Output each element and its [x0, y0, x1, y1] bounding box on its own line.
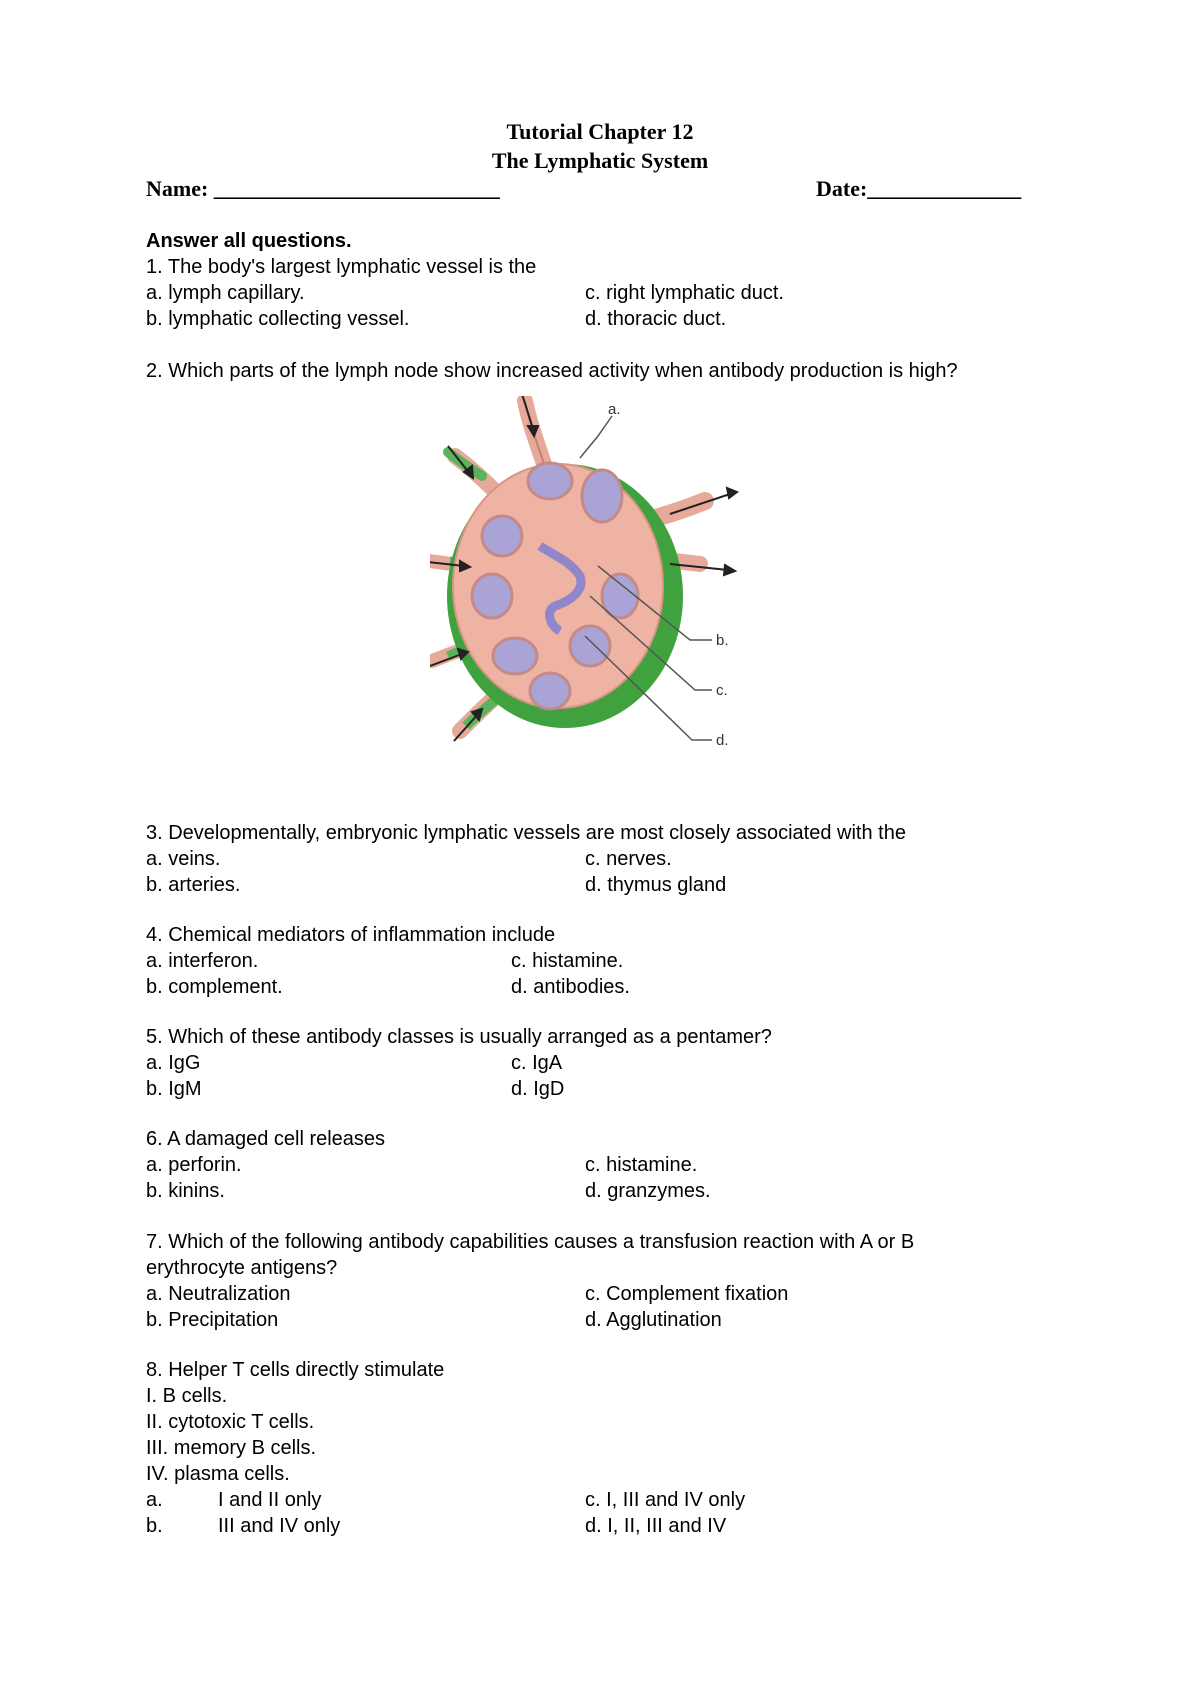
date-field-label: Date:______________ — [816, 176, 1022, 201]
figure-label-d: d. — [716, 732, 729, 749]
q6-option-d: d. granzymes. — [585, 1180, 711, 1202]
q6-option-a: a. perforin. — [146, 1154, 242, 1176]
q8-stem: 8. Helper T cells directly stimulate — [146, 1359, 445, 1381]
name-date-row — [146, 176, 1056, 204]
q8-statement-ii: II. cytotoxic T cells. — [146, 1411, 315, 1433]
q3-stem: 3. Developmentally, embryonic lymphatic vessels are most closely associated with the — [146, 822, 906, 844]
q4-stem: 4. Chemical mediators of inflammation include — [146, 924, 556, 946]
q8-option-d: d. I, II, III and IV — [585, 1515, 727, 1537]
q8-option-a-letter: a. — [146, 1489, 163, 1511]
q1-option-b: b. lymphatic collecting vessel. — [146, 308, 410, 330]
q6-option-b: b. kinins. — [146, 1180, 225, 1202]
lymph-node-figure — [430, 396, 770, 786]
q7-option-d: d. Agglutination — [585, 1309, 722, 1331]
q8-option-b-letter: b. — [146, 1515, 163, 1537]
q5-stem: 5. Which of these antibody classes is usually arranged as a pentamer? — [146, 1026, 772, 1048]
figure-label-b: b. — [716, 632, 729, 649]
q4-option-a: a. interferon. — [146, 950, 259, 972]
q4-option-b: b. complement. — [146, 976, 283, 998]
q5-option-a: a. IgG — [146, 1052, 201, 1074]
lymph-node-diagram — [430, 396, 770, 786]
q1-option-d: d. thoracic duct. — [585, 308, 727, 330]
q8-option-b-text: III and IV only — [218, 1515, 341, 1537]
q5-option-b: b. IgM — [146, 1078, 202, 1100]
q7-stem-line1: 7. Which of the following antibody capabilities causes a transfusion reaction with A or B — [146, 1231, 915, 1253]
q6-option-c: c. histamine. — [585, 1154, 698, 1176]
q7-option-a: a. Neutralization — [146, 1283, 291, 1305]
q8-statement-i: I. B cells. — [146, 1385, 228, 1407]
q4-option-d: d. antibodies. — [511, 976, 630, 998]
q7-stem-line2: erythrocyte antigens? — [146, 1257, 338, 1279]
q1-option-a: a. lymph capillary. — [146, 282, 305, 304]
q8-statement-iii: III. memory B cells. — [146, 1437, 317, 1459]
q2-stem: 2. Which parts of the lymph node show increased activity when antibody production is high? — [146, 360, 958, 382]
q1-option-c: c. right lymphatic duct. — [585, 282, 784, 304]
figure-label-a: a. — [608, 401, 621, 418]
q4-option-c: c. histamine. — [511, 950, 624, 972]
q8-option-a-text: I and II only — [218, 1489, 322, 1511]
q7-option-c: c. Complement fixation — [585, 1283, 789, 1305]
q3-option-d: d. thymus gland — [585, 874, 727, 896]
worksheet-subtitle: The Lymphatic System — [491, 148, 709, 173]
q6-stem: 6. A damaged cell releases — [146, 1128, 386, 1150]
q5-option-d: d. IgD — [511, 1078, 565, 1100]
q8-option-c: c. I, III and IV only — [585, 1489, 746, 1511]
name-field-label: Name: __________________________ — [146, 176, 500, 201]
worksheet-title: Tutorial Chapter 12 — [506, 119, 694, 144]
q1-stem: 1. The body's largest lymphatic vessel is the — [146, 256, 537, 278]
q8-statement-iv: IV. plasma cells. — [146, 1463, 290, 1485]
q3-option-a: a. veins. — [146, 848, 221, 870]
q3-option-c: c. nerves. — [585, 848, 672, 870]
figure-label-c: c. — [716, 682, 728, 699]
q5-option-c: c. IgA — [511, 1052, 563, 1074]
instructions: Answer all questions. — [146, 230, 352, 252]
q7-option-b: b. Precipitation — [146, 1309, 279, 1331]
q3-option-b: b. arteries. — [146, 874, 241, 896]
